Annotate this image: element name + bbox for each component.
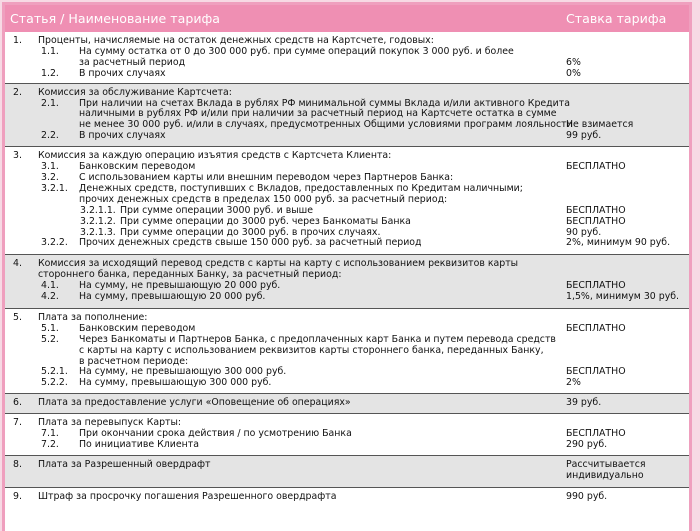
row-rate-cont: индивидуально	[566, 469, 644, 481]
row-rate: БЕСПЛАТНО	[566, 322, 626, 334]
row-text: При сумме операции до 3000 руб. через Банкоматы Банка	[120, 215, 411, 227]
section-5-row	[5, 308, 689, 323]
section-title: Плата за Разрешенный овердрафт	[38, 455, 562, 487]
section-6-row	[5, 394, 689, 414]
row-number: 5.2.	[41, 333, 59, 345]
row-number: 3.2.1.2.	[80, 215, 116, 227]
row-number: 1.2.	[41, 67, 59, 79]
section-number: 4.	[13, 258, 22, 270]
table-row	[5, 131, 689, 146]
table-row	[5, 238, 689, 254]
row-number: 4.1.	[41, 280, 59, 292]
row-number: 3.2.1.	[41, 182, 68, 194]
row-text: При наличии на счетах Вклада в рублях РФ минимальной суммы Вклада и/или активного Кредита	[79, 97, 570, 109]
row-rate: 99 руб.	[566, 130, 602, 142]
row-text: Прочих денежных средств свыше 150 000 руб. за расчетный период	[79, 237, 422, 249]
section-title: Штраф за просрочку погашения Разрешенного овердрафта	[38, 487, 562, 502]
section-number: 9.	[13, 490, 22, 502]
table-row	[5, 292, 689, 308]
row-rate: БЕСПЛАТНО	[566, 204, 626, 216]
row-number: 4.2.	[41, 291, 59, 303]
row-text: При сумме операции до 3000 руб. в прочих случаях.	[120, 226, 381, 238]
row-text: Через Банкоматы и Партнеров Банка, с предоплаченных карт Банка и путем перевода средств	[79, 333, 556, 345]
row-rate: БЕСПЛАТНО	[566, 366, 626, 378]
row-text-cont: прочих денежных средств в пределах 150 000 руб. за расчетный период:	[79, 193, 448, 205]
section-title: Плата за перевыпуск Карты:	[38, 414, 562, 429]
table-row	[5, 47, 689, 69]
section-2-row	[5, 83, 689, 98]
row-text: В прочих случаях	[79, 67, 166, 79]
header-rate: Ставка тарифа	[566, 11, 667, 26]
section-title: Плата за пополнение:	[38, 308, 562, 323]
row-text-cont: не менее 30 000 руб. и/или в случаях, предусмотренных Общими условиями программ лояльности	[79, 119, 573, 131]
tariff-table-frame	[2, 2, 692, 531]
row-number: 3.2.1.3.	[80, 226, 116, 238]
section-number: 8.	[13, 458, 22, 470]
row-rate: 90 руб.	[566, 226, 602, 238]
row-text: При сумме операции 3000 руб. и выше	[120, 204, 313, 216]
section-title: Комиссия за обслуживание Картсчета:	[38, 83, 562, 98]
section-title-cont: стороннего банка, переданных Банку, за расчетный период:	[38, 269, 342, 281]
header-article: Статья / Наименование тарифа	[10, 11, 221, 26]
row-text: По инициативе Клиента	[79, 439, 199, 450]
row-rate: 6%	[566, 56, 581, 68]
section-number: 1.	[13, 35, 22, 46]
row-number: 5.1.	[41, 322, 59, 334]
row-number: 7.1.	[41, 428, 59, 440]
row-number: 2.2.	[41, 130, 59, 142]
table-row	[5, 99, 689, 132]
section-title: Комиссия за каждую операцию изъятия средств с Картсчета Клиента:	[38, 147, 562, 162]
row-rate: Рассчитывается	[566, 458, 646, 470]
row-number: 1.1.	[41, 45, 59, 57]
section-title: Проценты, начисляемые на остаток денежных средств на Картсчете, годовых:	[38, 35, 434, 46]
table-row	[5, 335, 689, 368]
section-number: 3.	[13, 150, 22, 162]
section-3-row	[5, 147, 689, 162]
row-text: Банковским переводом	[79, 322, 196, 334]
section-number: 6.	[13, 397, 22, 409]
table-row	[5, 378, 689, 393]
section-7-row	[5, 414, 689, 429]
section-9-row	[5, 487, 689, 502]
row-number: 7.2.	[41, 439, 59, 450]
row-text: Денежных средств, поступивших с Вкладов, предоставленных по Кредитам наличными;	[79, 182, 523, 194]
tariff-table	[5, 32, 689, 503]
table-row	[5, 440, 689, 455]
row-number: 2.1.	[41, 97, 59, 109]
row-text: Банковским переводом	[79, 161, 196, 173]
row-text: С использованием карты или внешним переводом через Партнеров Банка:	[79, 171, 454, 183]
row-text: При окончании срока действия / по усмотрению Банка	[79, 428, 352, 440]
row-text-cont: в расчетном периоде:	[79, 355, 189, 367]
row-rate: БЕСПЛАТНО	[566, 215, 626, 227]
row-text-cont: за расчетный период	[79, 56, 186, 68]
section-number: 5.	[13, 311, 22, 323]
row-number: 3.1.	[41, 161, 59, 173]
row-rate: 0%	[566, 67, 581, 79]
row-text: На сумму остатка от 0 до 300 000 руб. при сумме операций покупок 3 000 руб. и более	[79, 45, 514, 57]
section-number: 2.	[13, 86, 22, 98]
section-1-row	[5, 32, 689, 47]
row-rate: 990 руб.	[566, 490, 608, 502]
row-number: 5.2.1.	[41, 366, 68, 378]
section-title: Плата за предоставление услуги «Оповещение об операциях»	[38, 394, 562, 414]
section-number: 7.	[13, 417, 22, 429]
row-rate: Не взимается	[566, 119, 634, 131]
section-8-row	[5, 455, 689, 487]
row-text-cont: наличными в рублях РФ и/или при наличии за расчетный период на Картсчете остатка в сумме	[79, 108, 557, 120]
section-4-row	[5, 255, 689, 281]
row-number: 5.2.2.	[41, 377, 68, 389]
row-rate: 2%, минимум 90 руб.	[566, 237, 671, 249]
row-text: На сумму, не превышающую 20 000 руб.	[79, 280, 281, 292]
row-rate: БЕСПЛАТНО	[566, 280, 626, 292]
row-rate: 290 руб.	[566, 439, 608, 450]
row-number: 3.2.	[41, 171, 59, 183]
row-text: На сумму, превышающую 20 000 руб.	[79, 291, 266, 303]
row-rate: 1,5%, минимум 30 руб.	[566, 291, 680, 303]
row-text: На сумму, превышающую 300 000 руб.	[79, 377, 272, 389]
row-rate: БЕСПЛАТНО	[566, 428, 626, 440]
row-rate: БЕСПЛАТНО	[566, 161, 626, 173]
row-rate: 2%	[566, 377, 581, 389]
row-text: В прочих случаях	[79, 130, 166, 142]
table-row	[5, 69, 689, 83]
row-number: 3.2.2.	[41, 237, 68, 249]
table-header	[5, 5, 689, 32]
row-rate: 39 руб.	[566, 397, 602, 409]
row-number: 3.2.1.1.	[80, 204, 116, 216]
table-row	[5, 184, 689, 206]
row-text: На сумму, не превышающую 300 000 руб.	[79, 366, 287, 378]
section-title: Комиссия за исходящий перевод средств с карты на карту с использованием реквизитов карты	[38, 258, 519, 270]
row-text-cont: с карты на карту с использованием реквизитов карты стороннего банка, переданных Банку,	[79, 344, 544, 356]
